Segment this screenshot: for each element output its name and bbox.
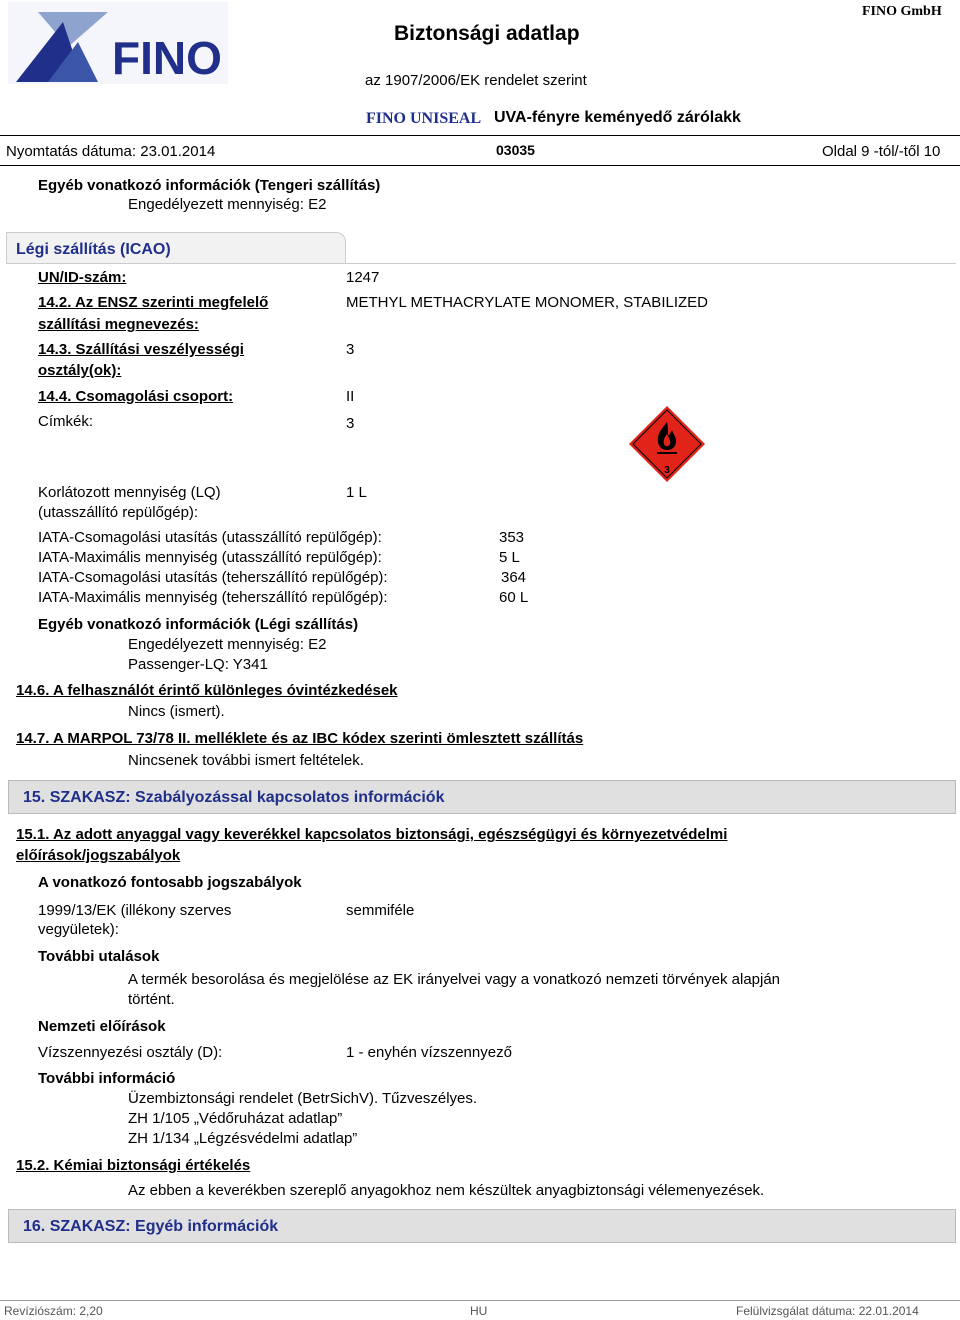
shipping-name-value: METHYL METHACRYLATE MONOMER, STABILIZED (346, 294, 708, 311)
hazard-class-value: 3 (346, 341, 355, 358)
wgk-value: 1 - enyhén vízszennyező (346, 1044, 512, 1061)
labels-value: 3 (346, 415, 355, 432)
sea-other-value: Engedélyezett mennyiség: E2 (128, 196, 327, 213)
main-laws-heading: A vonatkozó fontosabb jogszabályok (38, 874, 302, 891)
header-bottom-divider (0, 165, 960, 166)
header-divider (0, 135, 960, 136)
labels-label: Címkék: (38, 413, 94, 430)
further-refs-text-2: történt. (128, 991, 175, 1008)
national-heading: Nemzeti előírások (38, 1018, 166, 1035)
section-15-bar (8, 780, 956, 814)
revision-number: Revíziószám: 2,20 (4, 1304, 103, 1318)
company-name: FINO GmbH (862, 4, 942, 19)
print-date: Nyomtatás dátuma: 23.01.2014 (6, 143, 216, 160)
air-other-value-1: Engedélyezett mennyiség: E2 (128, 636, 327, 653)
packing-group-value: II (346, 388, 355, 405)
voc-label-1: 1999/13/EK (illékony szerves (38, 902, 232, 919)
section-15-1-heading-1: 15.1. Az adott anyaggal vagy keverékkel kapcsolatos biztonsági, egészségügyi és környezetvédelmi (16, 826, 728, 843)
un-number-label: UN/ID-szám: (38, 269, 127, 286)
further-info-3: ZH 1/134 „Légzésvédelmi adatlap” (128, 1130, 358, 1147)
iata-row-label: IATA-Csomagolási utasítás (teherszállító repülőgép): (38, 569, 388, 586)
product-name: UVA-fényre keményedő zárólakk (494, 109, 741, 126)
section-14-7-text: Nincsenek további ismert feltételek. (128, 752, 364, 769)
iata-row-label: IATA-Csomagolási utasítás (utasszállító repülőgép): (38, 529, 382, 546)
further-info-2: ZH 1/105 „Védőruházat adatlap” (128, 1110, 343, 1127)
review-date: Felülvizsgálat dátuma: 22.01.2014 (736, 1304, 919, 1318)
section-14-7-heading: 14.7. A MARPOL 73/78 II. melléklete és az IBC kódex szerinti ömlesztett szállítás (16, 730, 584, 747)
shipping-name-label-2: szállítási megnevezés: (38, 316, 199, 333)
product-code: 03035 (496, 142, 535, 158)
iata-row-value: 60 L (499, 589, 529, 606)
pictogram-class-number: 3 (664, 465, 670, 476)
section-16-bar (8, 1209, 956, 1243)
section-14-6-text: Nincs (ismert). (128, 703, 225, 720)
hazard-class-label-1: 14.3. Szállítási veszélyességi (38, 341, 244, 358)
shipping-name-label-1: 14.2. Az ENSZ szerinti megfelelő (38, 294, 269, 311)
iata-row-value: 353 (499, 529, 525, 546)
un-number-value: 1247 (346, 269, 380, 286)
page-number: Oldal 9 -tól/-től 10 (822, 143, 941, 160)
icao-divider (6, 263, 956, 264)
wgk-label: Vízszennyezési osztály (D): (38, 1044, 223, 1061)
footer-divider (0, 1300, 960, 1301)
section-15-2-heading: 15.2. Kémiai biztonsági értékelés (16, 1157, 251, 1174)
icao-title: Légi szállítás (ICAO) (16, 241, 171, 258)
iata-row-label: IATA-Maximális mennyiség (utasszállító repülőgép): (38, 549, 382, 566)
fino-logo (8, 2, 228, 84)
section-15-title: 15. SZAKASZ: Szabályozással kapcsolatos információk (23, 789, 445, 806)
regulation-text: az 1907/2006/EK rendelet szerint (365, 72, 587, 89)
brand-name: FINO UNISEAL (366, 110, 482, 127)
section-16-title: 16. SZAKASZ: Egyéb információk (23, 1218, 279, 1235)
voc-value: semmiféle (346, 902, 415, 919)
flammable-pictogram-icon (627, 404, 707, 484)
further-refs-text-1: A termék besorolása és megjelölése az EK irányelvei vagy a vonatkozó nemzeti törvények alapján (128, 971, 781, 988)
voc-label-2: vegyületek): (38, 921, 119, 938)
section-14-6-heading: 14.6. A felhasználót érintő különleges óvintézkedések (16, 682, 398, 699)
packing-group-label: 14.4. Csomagolási csoport: (38, 388, 234, 405)
hazard-class-label-2: osztály(ok): (38, 362, 122, 379)
further-refs-heading: További utalások (38, 948, 160, 965)
section-15-1-heading-2: előírások/jogszabályok (16, 847, 181, 864)
sea-other-heading: Egyéb vonatkozó információk (Tengeri szállítás) (38, 177, 381, 194)
air-other-value-2: Passenger-LQ: Y341 (128, 656, 268, 673)
lq-label-2: (utasszállító repülőgép): (38, 504, 199, 521)
further-info-heading: További információ (38, 1070, 176, 1087)
logo-text: FINO (112, 32, 222, 84)
section-15-2-text: Az ebben a keverékben szereplő anyagokhoz nem készültek anyagbiztonsági vélemenyezések. (128, 1182, 765, 1199)
lq-value: 1 L (346, 484, 367, 501)
iata-row-value: 364 (501, 569, 527, 586)
iata-row-label: IATA-Maximális mennyiség (teherszállító repülőgép): (38, 589, 388, 606)
document-title: Biztonsági adatlap (394, 22, 580, 45)
further-info-1: Üzembiztonsági rendelet (BetrSichV). Tűzveszélyes. (128, 1090, 478, 1107)
lq-label-1: Korlátozott mennyiség (LQ) (38, 484, 221, 501)
language-code: HU (470, 1304, 488, 1318)
air-other-heading: Egyéb vonatkozó információk (Légi szállítás) (38, 616, 359, 633)
iata-row-value: 5 L (499, 549, 520, 566)
